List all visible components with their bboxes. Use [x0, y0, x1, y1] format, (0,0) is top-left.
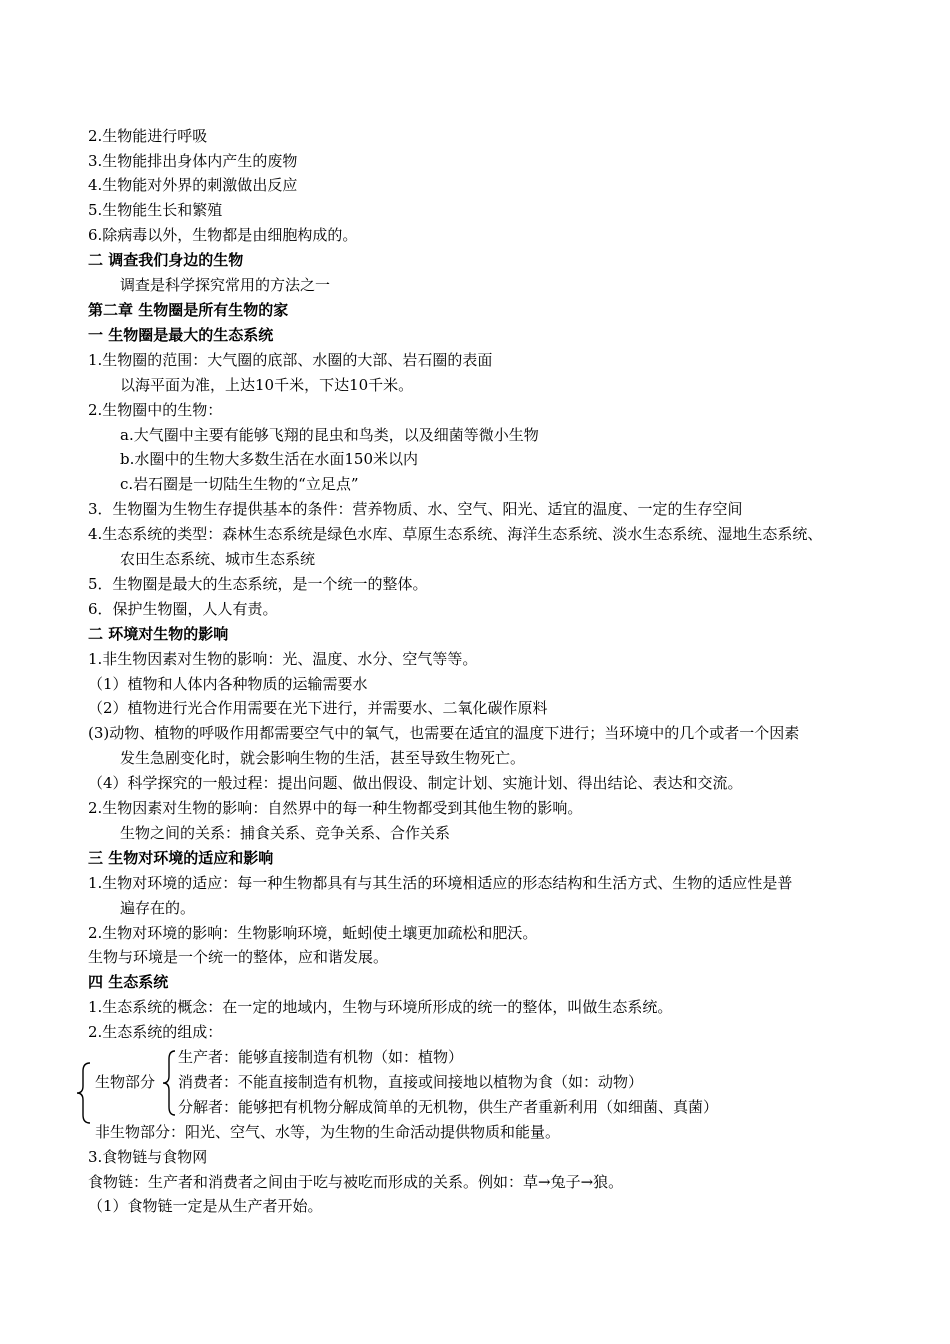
- text-line: 4.生物能对外界的刺激做出反应: [88, 176, 298, 194]
- section-heading: 二 环境对生物的影响: [88, 625, 229, 643]
- text-line: 2.生态系统的组成：: [88, 1023, 223, 1041]
- text-line: 调查是科学探究常用的方法之一: [120, 276, 331, 294]
- text-line: 非生物部分：阳光、空气、水等，为生物的生命活动提供物质和能量。: [95, 1123, 561, 1141]
- text-line: 6．保护生物圈，人人有责。: [88, 600, 278, 618]
- text-line: 分解者：能够把有机物分解成简单的无机物，供生产者重新利用（如细菌、真菌）: [178, 1098, 719, 1116]
- section-heading: 二 调查我们身边的生物: [88, 251, 244, 269]
- text-line: a.大气圈中主要有能够飞翔的昆虫和鸟类，以及细菌等微小生物: [120, 426, 539, 444]
- text-line: 1.非生物因素对生物的影响：光、温度、水分、空气等等。: [88, 650, 478, 668]
- section-heading: 四 生态系统: [88, 973, 169, 991]
- text-line: c.岩石圈是一切陆生生物的“立足点”: [120, 475, 359, 493]
- text-line: 农田生态系统、城市生态系统: [120, 550, 316, 568]
- section-heading: 一 生物圈是最大的生态系统: [88, 326, 274, 344]
- text-line: （1）食物链一定是从生产者开始。: [88, 1197, 323, 1215]
- text-line: 2.生物因素对生物的影响：自然界中的每一种生物都受到其他生物的影响。: [88, 799, 583, 817]
- text-line: 5．生物圈是最大的生态系统，是一个统一的整体。: [88, 575, 428, 593]
- text-line: 1.生物圈的范围：大气圈的底部、水圈的大部、岩石圈的表面: [88, 351, 493, 369]
- section-heading: 三 生物对环境的适应和影响: [88, 849, 274, 867]
- text-line: 2.生物能进行呼吸: [88, 127, 208, 145]
- text-line: 3．生物圈为生物生存提供基本的条件：营养物质、水、空气、阳光、适宜的温度、一定的生存空间: [88, 500, 743, 518]
- text-line: （1）植物和人体内各种物质的运输需要水: [88, 675, 368, 693]
- text-line: 3.食物链与食物网: [88, 1148, 208, 1166]
- text-line: 食物链：生产者和消费者之间由于吃与被吃而形成的关系。例如：草→兔子→狼。: [88, 1173, 624, 1191]
- text-line: 4.生态系统的类型：森林生态系统是绿色水库、草原生态系统、海洋生态系统、淡水生态系统、湿地生态系统、: [88, 525, 823, 543]
- text-line: 生物与环境是一个统一的整体，应和谐发展。: [88, 948, 389, 966]
- text-line: 发生急剧变化时，就会影响生物的生活，甚至导致生物死亡。: [120, 749, 526, 767]
- text-line: 5.生物能生长和繁殖: [88, 201, 223, 219]
- text-line: 6.除病毒以外，生物都是由细胞构成的。: [88, 226, 358, 244]
- text-line: 生产者：能够直接制造有机物（如：植物）: [178, 1048, 464, 1066]
- text-line: 遍存在的。: [120, 899, 196, 917]
- text-line: 1.生态系统的概念：在一定的地域内，生物与环境所形成的统一的整体，叫做生态系统。: [88, 998, 673, 1016]
- text-line: (3)动物、植物的呼吸作用都需要空气中的氧气，也需要在适宜的温度下进行；当环境中的几个或者一个因素: [88, 724, 800, 742]
- text-line: 2.生物圈中的生物：: [88, 401, 223, 419]
- text-line: （4）科学探究的一般过程：提出问题、做出假设、制定计划、实施计划、得出结论、表达和交流。: [88, 774, 743, 792]
- text-line: 生物部分: [95, 1073, 156, 1091]
- text-line: 2.生物对环境的影响：生物影响环境，蚯蚓使土壤更加疏松和肥沃。: [88, 924, 538, 942]
- text-line: 消费者：不能直接制造有机物，直接或间接地以植物为食（如：动物）: [178, 1073, 644, 1091]
- inner-brace-icon: [161, 1050, 177, 1116]
- text-line: （2）植物进行光合作用需要在光下进行，并需要水、二氧化碳作原料: [88, 699, 548, 717]
- text-line: 3.生物能排出身体内产生的废物: [88, 152, 298, 170]
- text-line: b.水圈中的生物大多数生活在水面150米以内: [120, 450, 419, 468]
- section-heading: 第二章 生物圈是所有生物的家: [88, 301, 289, 319]
- outer-brace-icon: [76, 1062, 92, 1124]
- text-line: 生物之间的关系：捕食关系、竞争关系、合作关系: [120, 824, 451, 842]
- text-line: 以海平面为准，上达10千米，下达10千米。: [120, 376, 414, 394]
- text-line: 1.生物对环境的适应：每一种生物都具有与其生活的环境相适应的形态结构和生活方式、生物的适应性是普: [88, 874, 793, 892]
